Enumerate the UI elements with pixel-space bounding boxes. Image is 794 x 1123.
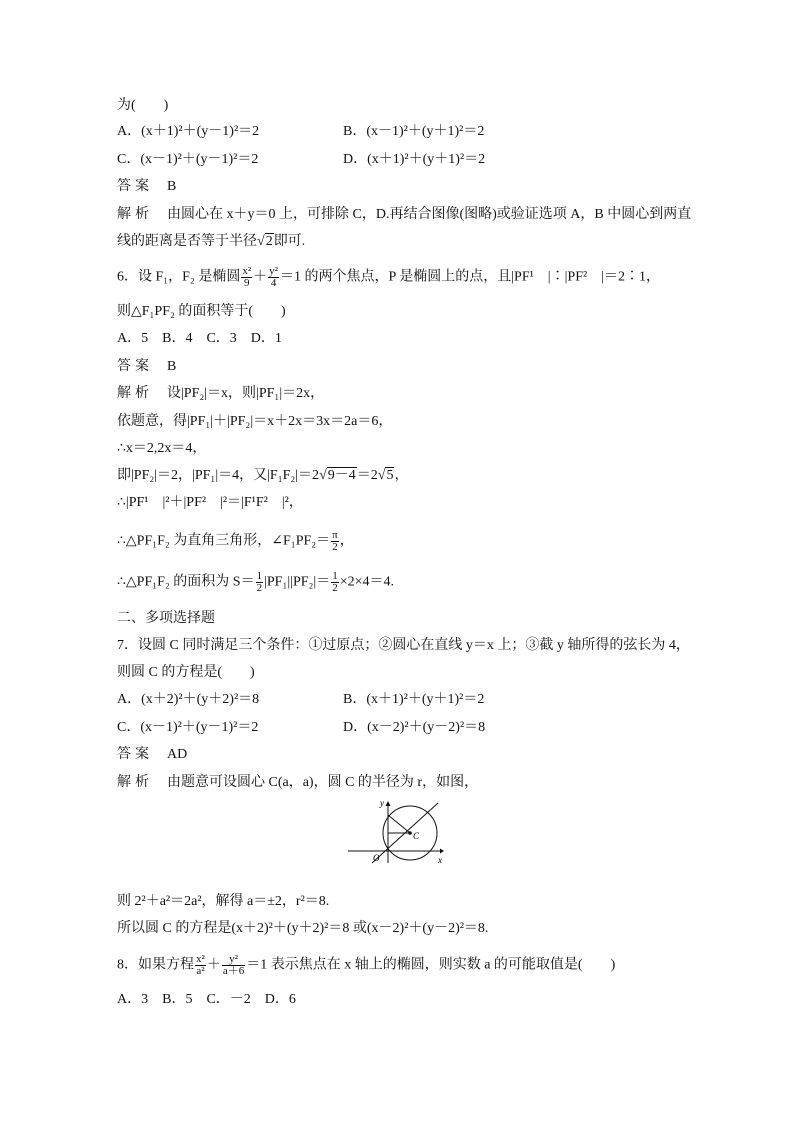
q7-option-c: C．(x－1)²＋(y－1)²＝2 [117,720,259,735]
analysis-text: ∴△PF₁F₂ 为直角三角形，∠F₁PF₂＝ [117,533,331,549]
denominator: 9 [244,277,250,289]
circle-figure [340,797,452,867]
q8-stem [117,954,615,977]
fraction-x2-9 [241,266,252,289]
denominator: 2 [332,541,338,553]
analysis-text: 由题意可设圆心 C(a，a)，圆 C 的半径为 r，如图， [167,775,479,790]
section-heading: 二、多项选择题 [117,611,215,626]
q6-analysis-3: ∴x＝2,2x＝4， [117,441,207,456]
denominator: 2 [256,582,263,594]
q5-answer [117,177,176,197]
y-axis-label: y [380,798,384,808]
fraction-pi-2 [331,530,339,553]
analysis-text: ， [339,533,354,549]
analysis-text: ×2×4＝4. [339,574,395,590]
stem-text: 8．如果方程 [117,957,194,973]
q5-analysis-1 [117,205,691,225]
sqrt-radicand: 2 [265,234,273,249]
sqrt-radicand: 5 [386,468,394,483]
q7-stem-1: 7．设圆 C 同时满足三个条件：①过原点；②圆心在直线 y＝x 上；③截 y 轴所得的弦长为 4， [117,638,690,653]
analysis-label: 解析 [117,775,153,790]
analysis-label: 解析 [117,207,153,222]
stem-text: ＝1 的两个焦点，P 是椭圆上的点，且|PF¹ |∶|PF² |＝2∶1， [279,269,660,285]
center-label: C [413,831,420,841]
q7-analysis-3: 所以圆 C 的方程是(x＋2)²＋(y＋2)²＝8 或(x－2)²＋(y－2)²＝8. [117,921,489,936]
q6-stem-2: 则△F₁PF₂ 的面积等于( ) [117,304,286,319]
numerator: π [332,529,338,541]
numerator: 1 [332,570,338,582]
q6-options: A．5 B．4 C．3 D．1 [117,331,282,346]
stem-text: 6．设 F₁，F₂ 是椭圆 [117,269,241,285]
x-axis-label: x [438,855,442,865]
analysis-text: ∴△PF₁F₂ 的面积为 S＝ [117,574,255,590]
q7-option-d: D．(x－2)²＋(y－2)²＝8 [343,720,486,735]
numerator: y² [222,954,245,966]
fraction-1-2 [331,571,339,594]
stem-text: ＝1 表示焦点在 x 轴上的椭圆，则实数 a 的可能取值是( ) [246,957,616,973]
denominator: a＋6 [222,965,245,977]
answer-value: B [167,359,177,374]
answer-label: 答案 [117,179,153,194]
answer-label: 答案 [117,747,153,762]
analysis-text: 设|PF₂|＝x，则|PF₁|＝2x， [167,386,325,401]
radius [388,815,410,833]
analysis-text: 即可. [273,234,306,249]
q7-option-b: B．(x＋1)²＋(y＋1)²＝2 [343,692,485,707]
q6-analysis-6 [117,530,354,553]
plus-sign: ＋ [206,957,221,973]
analysis-text: 由圆心在 x＋y＝0 上，可排除 C，D.再结合图像(图略)或验证选项 A，B 中圆心到两直 [167,207,692,222]
numerator: 1 [256,570,263,582]
q8-options: A．3 B．5 C．－2 D．6 [117,992,296,1007]
denominator: 2 [332,582,338,594]
q6-analysis-2: 依题意，得|PF₁|＋|PF₂|＝x＋2x＝3x＝2a＝6， [117,414,393,429]
q5-option-a: A．(x＋1)²＋(y－1)²＝2 [117,124,260,139]
analysis-text: ， [394,468,409,483]
q7-answer [117,745,187,765]
q7-analysis-2: 则 2²＋a²＝2a²，解得 a＝±2，r²＝8. [117,894,330,909]
fraction-x2-a2 [195,954,206,977]
analysis-text: |PF₁||PF₂|＝ [264,574,331,590]
denominator: 4 [270,277,277,289]
q5-analysis-2: 线的距离是否等于半径√2即可. [117,234,306,249]
q6-analysis-1 [117,384,324,404]
analysis-label: 解析 [117,386,153,401]
q5-stem-tail: 为( ) [117,98,169,113]
answer-value: B [167,179,177,194]
origin-label: O [373,853,380,863]
q6-answer [117,357,176,377]
fraction-y2-4 [268,266,279,289]
q7-option-a: A．(x＋2)²＋(y＋2)²＝8 [117,692,260,707]
q5-option-c: C．(x－1)²＋(y－1)²＝2 [117,152,259,167]
analysis-text: 线的距离是否等于半径 [117,234,257,249]
y-axis-arrow [386,801,391,806]
q7-stem-2: 则圆 C 的方程是( ) [117,665,255,680]
q6-stem-1 [117,266,660,289]
fraction-y2-a6 [222,954,245,977]
analysis-text: ＝2 [356,468,378,483]
fraction-1-2 [256,571,264,594]
center-point [408,831,412,835]
q7-analysis-1 [117,773,478,793]
q6-analysis-4: 即|PF₂|＝2，|PF₁|＝4，又|F₁F₂|＝2√9－4＝2√5， [117,468,409,483]
numerator: y² [269,265,278,277]
analysis-text: 即|PF₂|＝2，|PF₁|＝4，又|F₁F₂|＝2 [117,468,320,483]
q6-analysis-7 [117,571,394,594]
denominator: a² [196,965,205,977]
answer-label: 答案 [117,359,153,374]
q6-analysis-5: ∴|PF¹ |²＋|PF² |²＝|F¹F² |²， [117,495,303,510]
plus-sign: ＋ [253,269,268,285]
answer-value: AD [167,747,188,762]
q5-option-b: B．(x－1)²＋(y＋1)²＝2 [343,124,485,139]
q5-option-d: D．(x＋1)²＋(y＋1)²＝2 [343,152,486,167]
numerator: x² [242,265,252,277]
x-axis-arrow [440,849,444,854]
sqrt-radicand: 9－4 [327,468,356,483]
numerator: x² [196,953,205,965]
